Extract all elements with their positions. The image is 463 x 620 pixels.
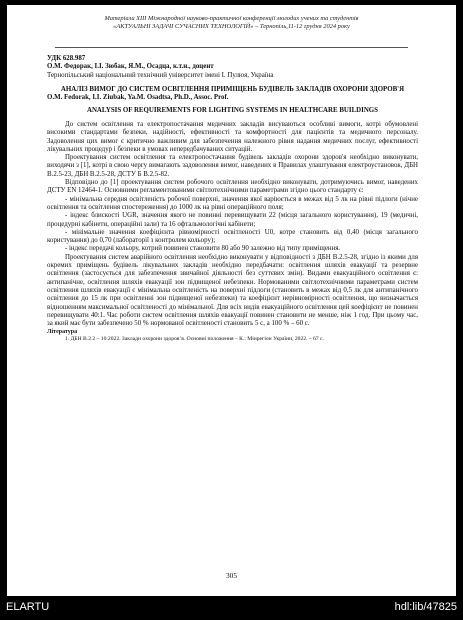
reference-1: 1. ДБН В.2.2 – 10:2022. Заклади охорони здоров’я. Основні положення – К.: Мінрегіон України, 2022. – 67 с.: [65, 336, 324, 343]
list-item-uniformity: - мінімальне значення коефіцієнта рівномірності освітленості U0, котре становить від 0,40 (місця загального користування) до 0,70 (лабораторії з контролем кольору);: [47, 228, 418, 245]
authors-ua: О.М. Федорак, І.І. Зюбак, Я.М., Осадца, к.т.н., доцент: [47, 63, 214, 71]
repository-footer: [0, 601, 463, 615]
header-line-2: «АКТУАЛЬНІ ЗАДАЧІ СУЧАСНИХ ТЕХНОЛОГІЙ» – Тернопіль,11-12 грудня 2024 року: [113, 23, 350, 30]
paragraph-1: До систем освітлення та електропостачання медичних закладів висуваються особливі вимоги, котрі обумовлені високими стандартами безпеки, надійності, ефективності та комфортності для пацієнтів та медичного персоналу. Задоволення цих вимог є критично важливим для забезпечення належного рівня надання медичних послуг, ефективності лікувальних процедур і безпеки в умовах непередбачуваних ситуацій.: [47, 121, 418, 153]
references-heading: Література: [47, 329, 78, 336]
article-body: [47, 55, 418, 343]
repository-name: ELARTU: [6, 601, 50, 613]
document-page: [7, 5, 456, 596]
udc-code: УДК 628.987: [47, 55, 86, 62]
list-item-color-rendering: - індекс передачі кольору, котрий повинен становити 80 або 90 залежно від типу приміщення.: [65, 245, 341, 253]
paragraph-3: Відповідно до [1] проектування систем робочого освітлення необхідно виконувати, дотримуючись вимог, наведених ДСТУ EN 12464-1. Основними регламентованими світлотехнічними параметрами згідно цього стандарту є:: [47, 179, 418, 195]
title-en: ANALYSIS OF REQUIREMENTS FOR LIGHTING SYSTEMS IN HEALTHCARE BUILDINGS: [86, 106, 378, 114]
paragraph-emergency-lighting: Проектування систем аварійного освітлення необхідно виконувати у відповідності з ДБН В.2.5-28, згідно із якими для окремих приміщень будівель лікувальних закладів необхідно передбачати: освітлення шляхів евакуації та резервне освітлення (застосується для забезпечення звичайної діяльності без суттєвих змін). Видами евакуаційного освітлення є: антипанічне, освітлення шляхів евакуації зон підвищеної небезпеки. Нормованими світлотехнічними параметрами систем освітлення шляхів евакуації є мінімальна освітленість на поверхні підлоги (становить в межах від 0,5 лк для антипанічного освітлення до 15 лк при освітленні зон підвищеної небезпеки) та коефіцієнт нерівномірності освітлення, що визначається відношенням максимальної освітленості до мінімальної. Для всіх видів евакуаційного освітлення цей коефіцієнт не повинен перевищувати 40:1. Час роботи систем освітлення шляхів евакуації повинен становити не менше, ніж 1 год. При цьому час, за який має бути забезпечено 50 % нормованої освітленості становить 5 с, а 100 % – 60 с.: [47, 253, 418, 328]
authors-en: O.M. Fedorak, I.I. Ziubak, Ya.M. Osadtsa, Ph.D., Assoc. Prof.: [47, 94, 229, 102]
list-item-illuminance: - мінімальна середня освітленість робочої поверхні, значення якої варіюється в межах від 5 лк на рівні підлоги (нічне освітлення та освітлення спостереження) до 1000 лк на рівні операційного поля;: [47, 195, 418, 211]
conference-header: [21, 15, 442, 31]
page-number: 305: [225, 571, 238, 580]
header-divider: [55, 47, 408, 48]
handle-id: hdl:lib/47825: [394, 601, 457, 613]
header-line-1: Матеріали XIII Міжнародної науково-практичної конференції молодих учених та студентів: [104, 15, 359, 22]
list-item-glare-index: - індекс блискості UGR, значення якого не повинні перевищувати 22 (місця загального користування), 19 (медичні, процедурні кабінети, операційні зали) та 16 офтальмологічні кабінети;: [47, 212, 418, 228]
title-ua: АНАЛІЗ ВИМОГ ДО СИСТЕМ ОСВІТЛЕННЯ ПРИМІЩЕНЬ БУДІВЕЛЬ ЗАКЛАДІВ ОХОРОНИ ЗДОРОВ'Я: [60, 85, 405, 93]
paragraph-2: Проектування систем освітлення та електропостачання будівель закладів охорони здоров'я необхідно виконувати, виходячи з [1], котрі в свою чергу вимагають задоволення вимог, наведених в Правилах улаштування електроустановок, ДБН В.2.5-23, ДБН В.2.5-28, ДСТУ Б В.2.5-82.: [47, 154, 418, 178]
affiliation: Тернопільський національний технічний університет імені І. Пулюя, Україна: [47, 71, 274, 79]
